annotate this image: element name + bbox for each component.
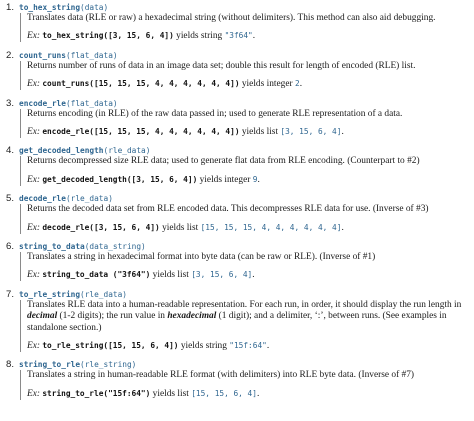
function-name: to_rle_string — [19, 289, 81, 299]
list-item-encode-rle — [6, 98, 468, 138]
function-signature — [19, 50, 468, 61]
emphasis-decimal: decimal — [27, 311, 58, 322]
example-tail: . — [266, 341, 270, 351]
function-description-block — [20, 109, 468, 138]
function-description: Returns the decoded data set from RLE encoded data. This decompresses RLE data for use. (Inverse of #3) — [27, 204, 429, 215]
function-args: (rle_string) — [80, 360, 137, 370]
example-line — [27, 174, 468, 186]
example-result: "3f64" — [224, 31, 253, 41]
example-code: get_decoded_length([3, 15, 6, 4]) — [42, 174, 198, 184]
function-args: (rle_data) — [103, 146, 151, 156]
function-args: (data_string) — [84, 241, 146, 251]
list-item-decode-rle — [6, 193, 468, 233]
example-label: Ex: — [27, 31, 41, 42]
example-line — [27, 269, 468, 281]
example-connector: yields list — [239, 127, 281, 137]
example-code: string_to_rle("15f:64") — [42, 388, 151, 398]
example-code: to_rle_string([15, 15, 6, 4]) — [42, 341, 179, 350]
function-args: (flat_data) — [65, 98, 118, 108]
function-name: string_to_rle — [19, 360, 81, 370]
function-description-block — [20, 300, 468, 352]
example-tail: . — [252, 270, 255, 281]
example-code: to_hex_string([3, 15, 6, 4]) — [42, 31, 174, 41]
example-label: Ex: — [27, 270, 41, 281]
function-signature — [19, 359, 468, 370]
example-code: string_to_data ("3f64") — [42, 270, 151, 280]
item-number: 6. — [6, 240, 15, 252]
list-item-string-to-rle — [6, 359, 468, 399]
function-description: Returns decompressed size RLE data; used to generate flat data from RLE encoding. (Counterpart to #2) — [27, 156, 420, 167]
example-result: [15, 15, 15, 4, 4, 4, 4, 4, 4] — [200, 222, 342, 232]
function-description-block — [20, 252, 468, 281]
example-line — [27, 340, 468, 352]
function-description: Returns encoding (in RLE) of the raw data passed in; used to generate RLE representation of a data. — [27, 108, 403, 119]
function-args: (data) — [80, 3, 109, 12]
example-tail: . — [341, 222, 344, 233]
list-item-to-rle-string — [6, 289, 468, 352]
function-args: (rle_data) — [80, 289, 127, 299]
function-name: get_decoded_length — [19, 146, 104, 156]
function-args: (rle_data) — [65, 194, 113, 204]
example-label: Ex: — [27, 174, 41, 185]
item-number: 7. — [6, 288, 15, 300]
function-name: count_runs — [19, 50, 66, 60]
description-text: (1 digit); and a delimiter, ‘:’, between runs. (See examples in standalone section.) — [27, 311, 447, 333]
item-number: 4. — [6, 145, 15, 157]
function-name: to_hex_string — [19, 3, 81, 12]
example-result: 9 — [252, 174, 258, 184]
example-tail: . — [299, 79, 303, 90]
example-line — [27, 222, 468, 234]
example-connector: yields integer — [197, 174, 253, 185]
example-code: count_runs([15, 15, 15, 4, 4, 4, 4, 4, 4]) — [42, 79, 240, 89]
function-description-block — [20, 156, 468, 185]
list-item-to-hex-string — [6, 2, 468, 42]
function-description-block — [20, 13, 468, 42]
list-item-count-runs — [6, 50, 468, 90]
function-description: Translates a string in hexadecimal format into byte data (can be raw or RLE). (Inverse of #1) — [27, 251, 376, 262]
example-connector: yields list — [150, 388, 192, 399]
function-signature — [19, 289, 468, 300]
example-connector: yields integer — [239, 79, 295, 90]
description-text: Translates RLE data into a human-readable representation. For each run, in order, it should display the run length in — [27, 299, 462, 310]
example-line — [27, 126, 468, 138]
example-result: "15f:64" — [229, 341, 267, 350]
example-result: [3, 15, 6, 4] — [191, 270, 253, 280]
function-description: Returns number of runs of data in an image data set; double this result for length of encoded (RLE) list. — [27, 60, 416, 71]
function-signature — [19, 98, 468, 109]
example-tail: . — [341, 127, 344, 137]
example-connector: yields string — [173, 31, 225, 42]
function-description: Translates a string in human-readable RLE format (with delimiters) into RLE byte data. (Inverse of #7) — [27, 370, 415, 381]
function-description: Translates data (RLE or raw) a hexadecimal string (without delimiters). This method can also aid debugging. — [27, 13, 436, 23]
example-result: 2 — [294, 79, 300, 89]
example-label: Ex: — [27, 79, 41, 90]
function-signature — [19, 145, 468, 156]
example-result: [3, 15, 6, 4] — [280, 127, 342, 136]
function-signature — [19, 2, 468, 13]
example-tail: . — [252, 31, 256, 42]
emphasis-hexadecimal: hexadecimal — [167, 311, 217, 322]
item-number: 5. — [6, 193, 15, 205]
description-text: (1-2 digits); the run value in — [57, 311, 168, 322]
function-name: encode_rle — [19, 98, 66, 108]
item-number: 2. — [6, 49, 15, 61]
example-connector: yields list — [150, 270, 192, 281]
function-description-block — [20, 61, 468, 90]
example-label: Ex: — [27, 341, 41, 351]
example-connector: yields string — [178, 341, 230, 351]
function-name: string_to_data — [19, 241, 85, 251]
function-name: decode_rle — [19, 194, 66, 204]
function-signature — [19, 241, 468, 252]
item-number: 8. — [6, 359, 15, 371]
function-signature — [19, 193, 468, 204]
list-item-string-to-data — [6, 241, 468, 281]
example-label: Ex: — [27, 222, 41, 233]
example-result: [15, 15, 6, 4] — [191, 388, 257, 398]
example-line — [27, 78, 468, 90]
example-line — [27, 30, 468, 42]
example-line — [27, 388, 468, 400]
example-connector: yields list — [159, 222, 201, 233]
example-label: Ex: — [27, 127, 41, 137]
example-code: decode_rle([3, 15, 6, 4]) — [42, 222, 160, 232]
list-item-get-decoded-length — [6, 145, 468, 185]
example-label: Ex: — [27, 388, 41, 399]
example-tail: . — [256, 388, 260, 399]
function-description-block — [20, 204, 468, 233]
function-description-block — [20, 370, 468, 399]
example-tail: . — [257, 174, 260, 185]
function-args: (flat_data) — [65, 50, 118, 60]
item-number: 1. — [6, 2, 15, 13]
item-number: 3. — [6, 97, 15, 109]
function-description — [27, 300, 468, 334]
example-code: encode_rle([15, 15, 15, 4, 4, 4, 4, 4, 4]) — [42, 127, 240, 136]
